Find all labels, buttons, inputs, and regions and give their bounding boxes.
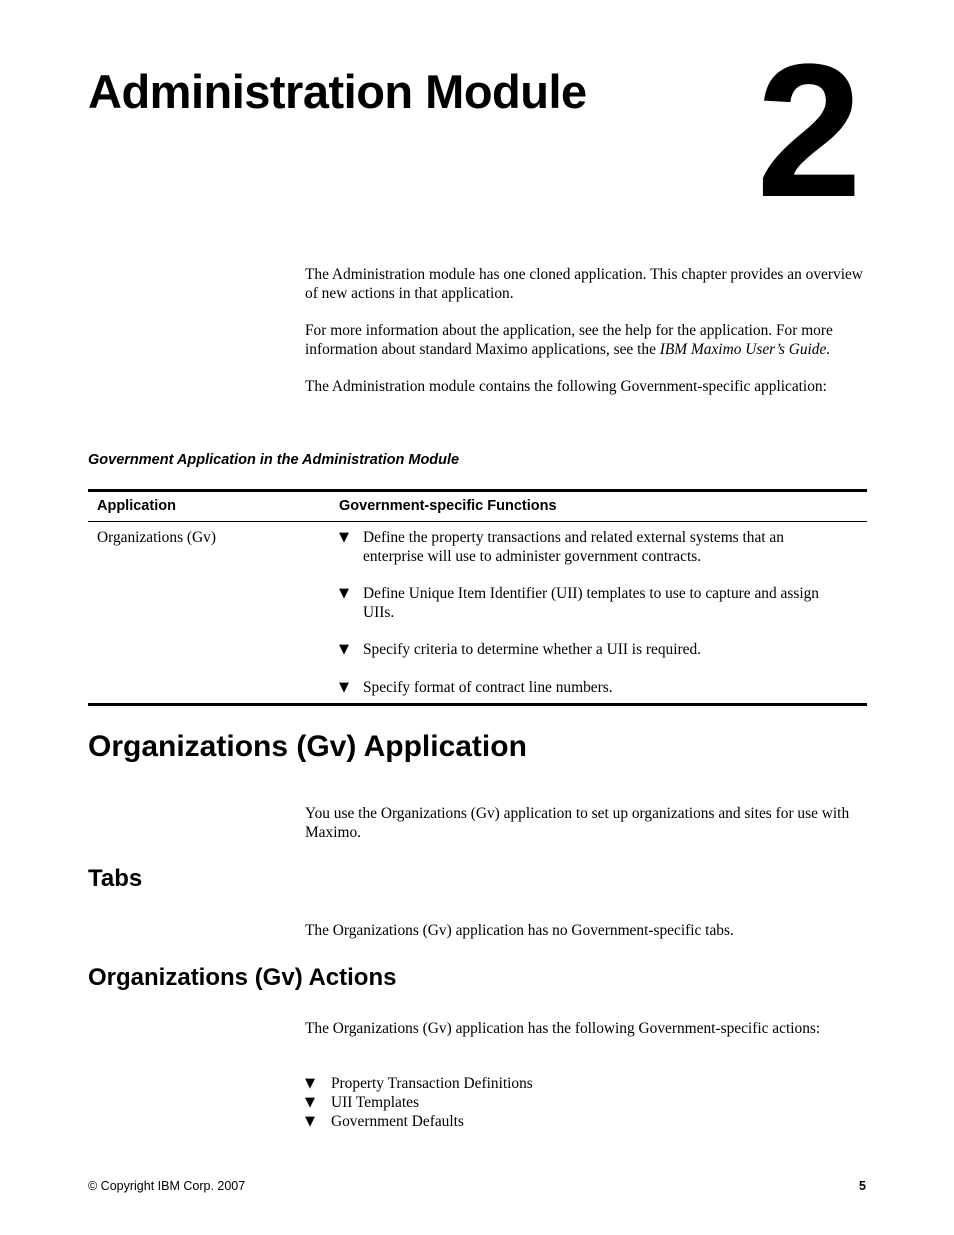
triangle-bullet-icon: ▼: [305, 1095, 315, 1110]
function-text: Define Unique Item Identifier (UII) templates to use to capture and assign UIIs.: [363, 585, 820, 621]
column-header-functions: Government-specific Functions: [330, 491, 867, 522]
intro-paragraph-1: The Administration module has one cloned application. This chapter provides an overview of new actions in that application.: [305, 266, 863, 302]
functions-list: [339, 529, 844, 697]
list-item: [305, 1093, 533, 1112]
section-title: Organizations (Gv) Application: [88, 730, 527, 763]
table-caption: Government Application in the Administration Module: [88, 452, 460, 468]
tabs-text: The Organizations (Gv) application has no Government-specific tabs.: [305, 922, 734, 939]
functions-cell: [330, 522, 867, 705]
intro-paragraph-2: [305, 321, 870, 359]
list-item: [339, 641, 844, 660]
column-header-application: Application: [88, 491, 330, 522]
function-text: Specify criteria to determine whether a UII is required.: [363, 641, 702, 658]
triangle-bullet-icon: ▼: [339, 642, 349, 657]
list-item: [339, 585, 844, 622]
list-item: [305, 1112, 533, 1131]
actions-heading: Organizations (Gv) Actions: [88, 964, 397, 991]
list-item: [305, 1074, 533, 1093]
function-text: Specify format of contract line numbers.: [363, 678, 613, 696]
triangle-bullet-icon: ▼: [339, 679, 349, 695]
actions-text: The Organizations (Gv) application has the following Government-specific actions:: [305, 1020, 821, 1037]
triangle-bullet-icon: ▼: [305, 1114, 315, 1129]
page-number: 5: [859, 1179, 866, 1193]
list-item: [339, 529, 844, 566]
government-application-table: [88, 489, 867, 706]
action-text: Government Defaults: [331, 1113, 464, 1130]
intro-paragraph-2-text: For more information about the application, see the help for the application. For more information about standard Maximo applications, see the: [305, 322, 833, 358]
actions-list: [305, 1074, 533, 1131]
table-row: [88, 522, 867, 705]
function-text: Define the property transactions and related external systems that an enterprise will use to administer government contracts.: [363, 529, 784, 565]
triangle-bullet-icon: ▼: [305, 1076, 315, 1091]
user-guide-title: IBM Maximo User’s Guide.: [659, 341, 831, 358]
action-text: Property Transaction Definitions: [331, 1075, 533, 1092]
copyright-footer: © Copyright IBM Corp. 2007: [88, 1179, 246, 1193]
intro-text: [305, 265, 870, 396]
intro-paragraph-3: The Administration module contains the following Government-specific application:: [305, 378, 827, 395]
chapter-number: 2: [756, 25, 862, 237]
action-text: UII Templates: [331, 1094, 419, 1111]
chapter-title: Administration Module: [88, 65, 587, 118]
section-text: You use the Organizations (Gv) application to set up organizations and sites for use with Maximo.: [305, 805, 850, 841]
triangle-bullet-icon: ▼: [339, 530, 349, 545]
tabs-heading: Tabs: [88, 865, 143, 892]
application-cell: Organizations (Gv): [97, 529, 216, 546]
list-item: [339, 679, 844, 698]
triangle-bullet-icon: ▼: [339, 586, 349, 601]
table-header-row: [88, 491, 867, 522]
